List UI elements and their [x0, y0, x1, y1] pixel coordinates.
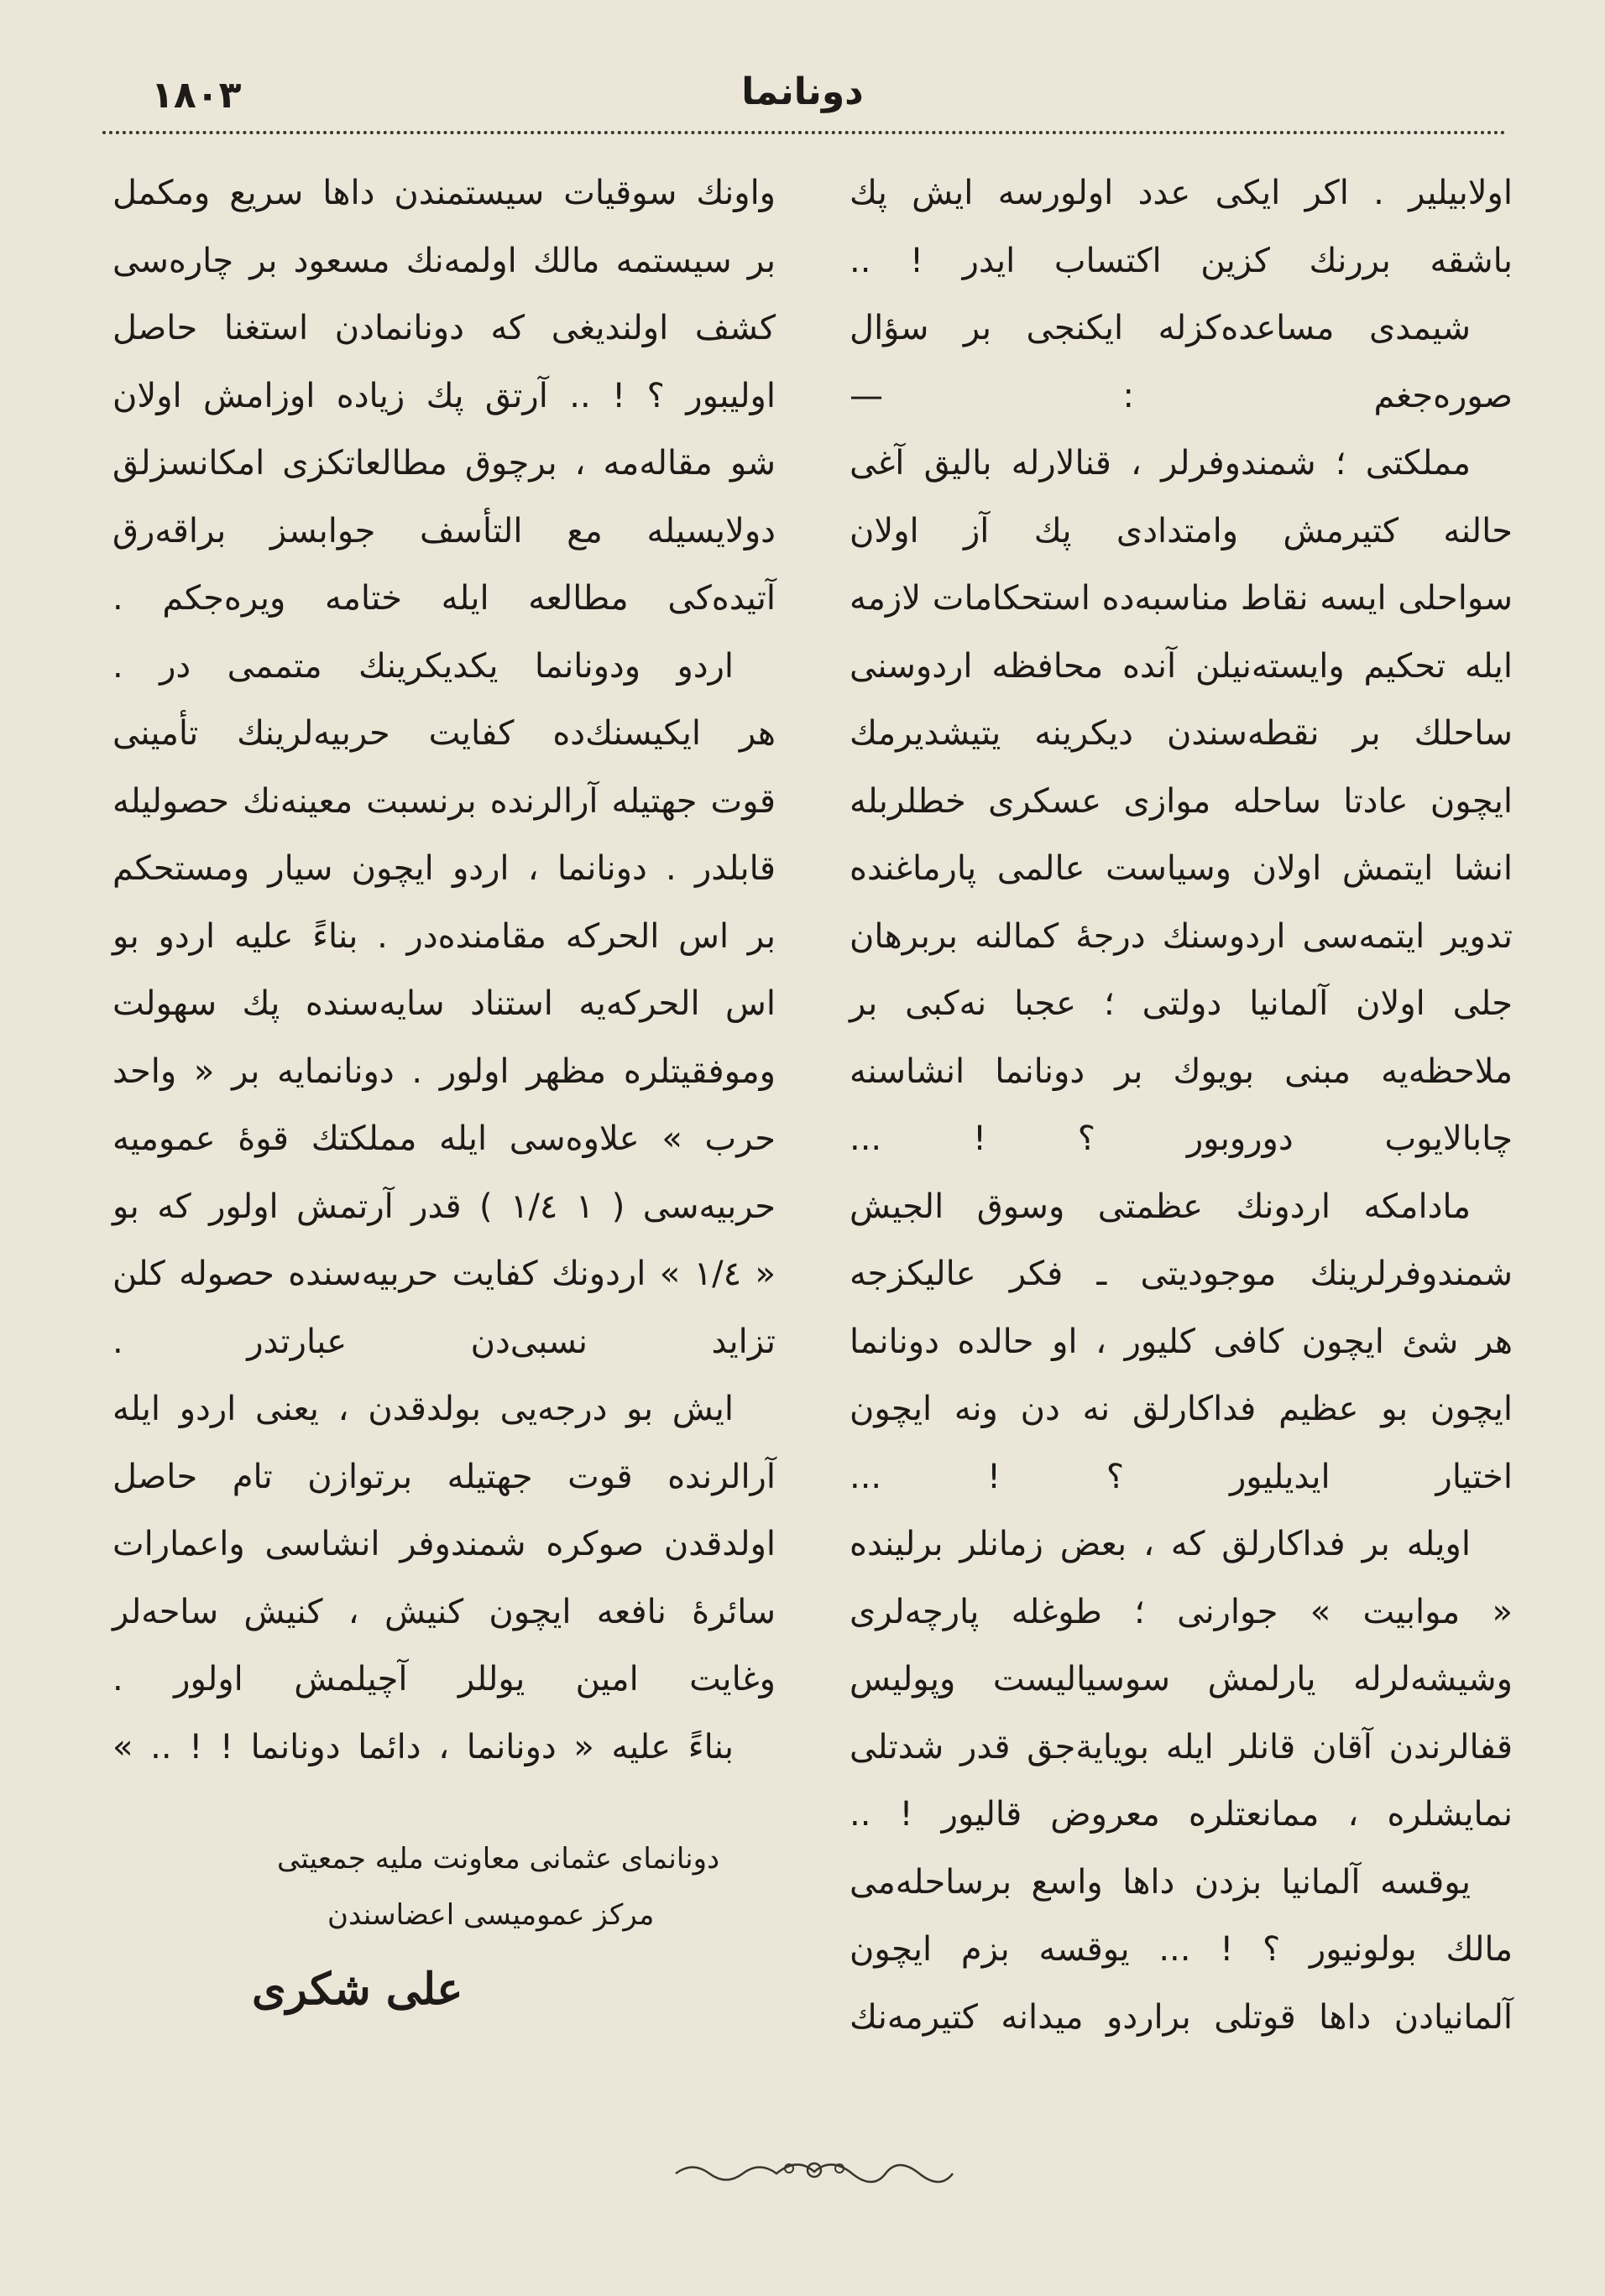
text-line: ايچون عادتا ساحله موازى عسكرى خطلربله — [850, 781, 1513, 821]
decorative-ornament — [672, 2148, 957, 2190]
text-line: هر ايكيسنك‌ده كفايت حربيه‌لرينك تأمينى — [112, 714, 776, 753]
text-line: ملاحظه‌يه مبنى بويوك بر دونانما انشاسنه — [850, 1051, 1513, 1091]
text-line: اس الحركه‌يه استناد سايه‌سنده پك سهولت — [112, 984, 776, 1023]
text-line: شو مقاله‌مه ، برچوق مطالعاتكزى امكانسزلق — [112, 444, 776, 483]
signature-name: على شكرى — [252, 1964, 463, 2015]
text-line: مملكتى ؛ شمندوفرلر ، قنالارله باليق آغى — [850, 444, 1471, 483]
text-line: صوره‌جغم : — — [850, 376, 1513, 415]
text-line: بر سيستمه مالك اولمه‌نك مسعود بر چاره‌سى — [112, 241, 776, 280]
text-line: ايچون بو عظيم فداكارلق نه دن ونه ايچون — [850, 1390, 1513, 1428]
text-line: وموفقيتلره مظهر اولور . دونانمايه بر « واحد — [112, 1051, 776, 1091]
text-line: انشا ايتمش اولان وسياست عالمى پارماغنده — [850, 849, 1513, 888]
text-line: قوت جهتيله آرالرنده برنسبت معينه‌نك حصوليله — [112, 781, 776, 821]
text-line: تدوير ايتمه‌سى اردوسنك درجهٔ كمالنه بربرهان — [850, 916, 1513, 956]
text-line: حربيه‌سى ( ١ ١/٤ ) قدر آرتمش اولور كه بو — [112, 1187, 776, 1226]
text-line: شمندوفرلرينك موجوديتى ـ فكر عاليكزجه — [850, 1255, 1513, 1293]
text-line: سواحلى ايسه نقاط مناسبه‌ده استحكامات لازمه — [850, 579, 1513, 618]
text-line: ايله تحكيم وايسته‌نيلن آنده محافظه اردوسنى — [850, 646, 1513, 686]
page-number: ١٨٠٣ — [151, 74, 242, 117]
header-rule — [102, 131, 1506, 134]
text-line: « ١/٤ » اردونك كفايت حربيه‌سنده حصوله كلن — [112, 1255, 776, 1293]
text-line: مادامكه اردونك عظمتى وسوق الجيش — [850, 1187, 1471, 1226]
text-line: شيمدى مساعده‌كزله ايكنجى بر سؤال — [850, 309, 1471, 347]
signature-role: مركز عموميسى اعضاسندن — [327, 1898, 655, 1932]
text-line: وشيشه‌لرله يارلمش سوسياليست وپوليس — [850, 1660, 1513, 1699]
text-line: كشف اولنديغى كه دونانمادن استغنا حاصل — [112, 309, 776, 347]
text-line: جلى اولان آلمانيا دولتى ؛ عجبا نه‌كبى بر — [850, 984, 1513, 1023]
text-line: هر شئ ايچون كافى كليور ، او حالده دونانما — [850, 1322, 1513, 1361]
text-line: ساحلك بر نقطه‌سندن ديكرينه يتيشديرمك — [850, 714, 1513, 753]
left-column — [112, 159, 776, 1781]
text-line: مالك بولونيور ؟ ! ... يوقسه بزم ايچون — [850, 1930, 1513, 1969]
text-line: اردو ودونانما يكديكرينك متممى در . — [112, 646, 734, 686]
text-line: ايش بو درجه‌يى بولدقدن ، يعنى اردو ايله — [112, 1390, 734, 1428]
text-line: حالنه كتيرمش وامتدادى پك آز اولان — [850, 511, 1513, 551]
signature-organization: دونانماى عثمانى معاونت مليه جمعيتى — [277, 1842, 720, 1876]
running-title: دونانما — [741, 70, 864, 113]
text-line: آلمانيادن داها قوتلى براردو ميدانه كتيرمه‌نك — [850, 1997, 1513, 2037]
text-line: اختيار ايديليور ؟ ! ... — [850, 1457, 1513, 1496]
text-line: حرب » علاوه‌سى ايله مملكتك قوهٔ عموميه — [112, 1119, 776, 1158]
text-line: اولابيلير . اكر ايكى عدد اولورسه ايش پك — [850, 174, 1513, 212]
text-line: واونك سوقيات سيستمندن داها سريع ومكمل — [112, 174, 776, 212]
text-line: دولايسيله مع التأسف جوابسز براقه‌رق — [112, 511, 776, 551]
text-line: قابلدر . دونانما ، اردو ايچون سيار ومستحكم — [112, 849, 776, 888]
text-line: اويله بر فداكارلق كه ، بعض زمانلر برلينده — [850, 1525, 1471, 1563]
text-line: سائرهٔ نافعه ايچون كنيش ، كنيش ساحه‌لر — [112, 1592, 776, 1631]
text-line: اولدقدن صوكره شمندوفر انشاسى واعمارات — [112, 1525, 776, 1563]
text-line: چابالايوب دوروبور ؟ ! ... — [850, 1119, 1513, 1158]
text-line: نمايشلره ، ممانعتلره معروض قاليور ! .. — [850, 1795, 1513, 1834]
text-line: اوليبور ؟ ! .. آرتق پك زياده اوزامش اولان — [112, 376, 776, 415]
text-line: قفالرندن آقان قانلر ايله بوياية‌جق قدر شدتلى — [850, 1727, 1513, 1766]
right-column — [850, 159, 1513, 2051]
text-line: آرالرنده قوت جهتيله برتوازن تام حاصل — [112, 1457, 776, 1496]
text-line: آتيده‌كى مطالعه ايله ختامه ويره‌جكم . — [112, 579, 776, 618]
text-line: يوقسه آلمانيا بزدن داها واسع برساحله‌مى — [850, 1862, 1471, 1902]
text-line: بر اس الحركه مقامنده‌در . بناءً عليه اردو بو — [112, 916, 776, 956]
text-line: باشقه بررنك كزين اكتساب ايدر ! .. — [850, 241, 1513, 280]
text-line: تزايد نسبى‌دن عبارتدر . — [112, 1322, 776, 1361]
text-line: وغايت امين يوللر آچيلمش اولور . — [112, 1660, 776, 1699]
text-line: « موابيت » جوارنى ؛ طوغله پارچه‌لرى — [850, 1592, 1513, 1631]
text-line: بناءً عليه « دونانما ، دائما دونانما ! ! .. » — [112, 1727, 734, 1766]
